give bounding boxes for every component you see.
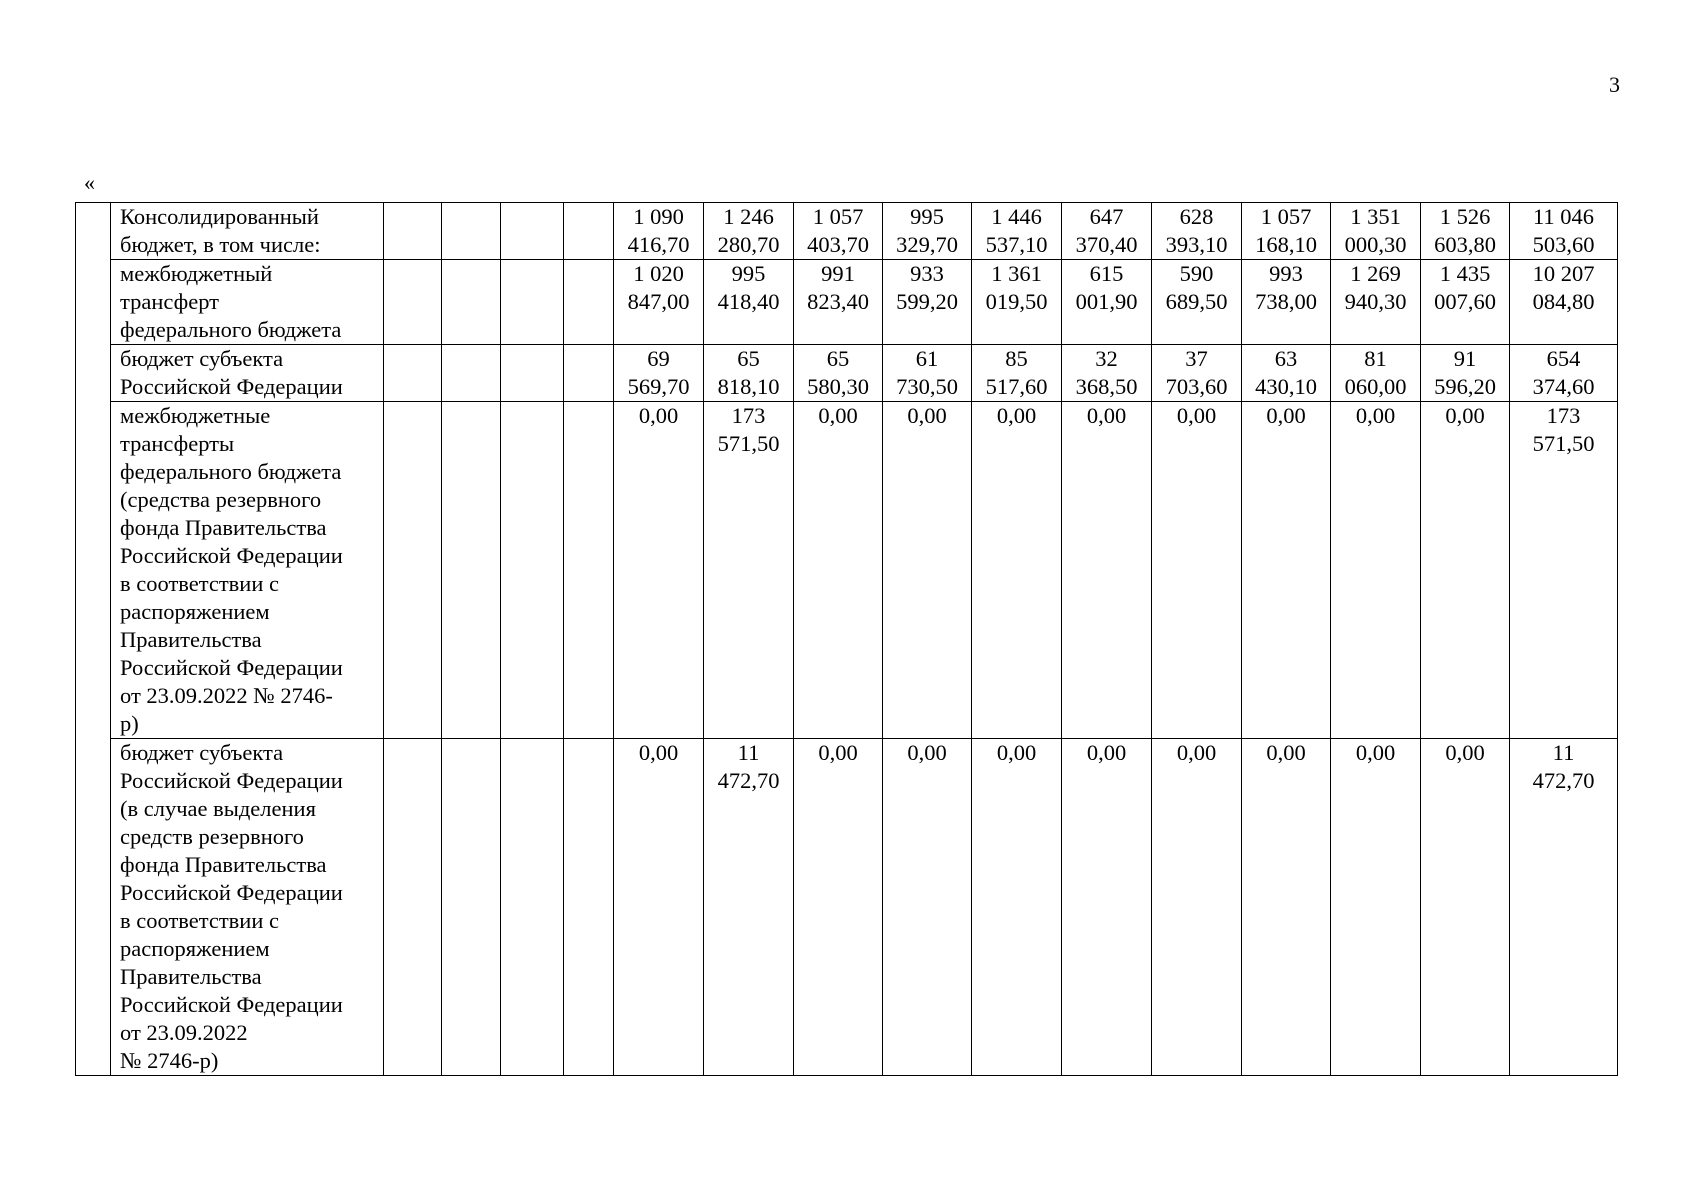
value-line: 1 057 — [812, 204, 864, 229]
year-value-cell — [1331, 739, 1421, 1076]
value-line: 580,30 — [807, 374, 869, 399]
row-label — [111, 739, 384, 1076]
total-value-cell — [1510, 402, 1618, 739]
total-value-cell — [1510, 739, 1618, 1076]
row-label-line: (в случае выделения — [120, 796, 316, 821]
empty-cell — [384, 739, 442, 1076]
empty-cell — [564, 260, 614, 345]
year-value-cell — [704, 203, 794, 260]
empty-cell — [442, 345, 501, 402]
value-line: 37 — [1185, 346, 1208, 371]
value-line: 019,50 — [985, 289, 1048, 314]
year-value-cell — [1421, 203, 1510, 260]
year-value-cell — [614, 345, 704, 402]
year-value-cell — [614, 203, 704, 260]
value-line: 991 — [821, 261, 855, 286]
value-line: 940,30 — [1344, 289, 1407, 314]
empty-cell — [564, 345, 614, 402]
row-label-line: федерального бюджета — [120, 459, 342, 484]
value-line: 647 — [1089, 204, 1124, 229]
value-line: 430,10 — [1255, 374, 1317, 399]
row-label-line: бюджет субъекта — [120, 740, 284, 765]
value-line: 0,00 — [1445, 403, 1485, 428]
value-line: 0,00 — [907, 403, 947, 428]
row-label-line: Российской Федерации — [120, 880, 343, 905]
value-line: 1 269 — [1350, 261, 1401, 286]
value-line: 32 — [1095, 346, 1118, 371]
value-line: 615 — [1089, 261, 1124, 286]
row-label-line: Правительства — [120, 964, 262, 989]
year-value-cell — [1242, 260, 1331, 345]
value-line: 537,10 — [985, 232, 1048, 257]
row-label-line: Российской Федерации — [120, 655, 343, 680]
empty-cell — [564, 402, 614, 739]
row-label-line: трансферт — [120, 289, 219, 314]
value-line: 0,00 — [1266, 403, 1306, 428]
value-line: 370,40 — [1075, 232, 1138, 257]
value-line: 0,00 — [1445, 740, 1485, 765]
budget-table — [75, 202, 1618, 1076]
year-value-cell — [1242, 739, 1331, 1076]
value-line: 0,00 — [1086, 740, 1127, 765]
total-value-cell — [1510, 203, 1618, 260]
row-label — [111, 260, 384, 345]
year-value-cell — [883, 345, 972, 402]
table-row — [76, 345, 1618, 402]
year-value-cell — [1421, 260, 1510, 345]
year-value-cell — [1062, 739, 1152, 1076]
row-label-line: бюджет, в том числе: — [120, 232, 321, 257]
value-line: 933 — [910, 261, 944, 286]
empty-cell — [564, 739, 614, 1076]
year-value-cell — [1062, 260, 1152, 345]
year-value-cell — [1152, 260, 1242, 345]
value-line: 1 246 — [723, 204, 774, 229]
value-line: 0,00 — [1086, 403, 1127, 428]
row-label-line: Консолидированный — [120, 204, 319, 229]
row-label-line: Российской Федерации — [120, 768, 343, 793]
value-line: 599,20 — [896, 289, 958, 314]
year-value-cell — [794, 260, 883, 345]
year-value-cell — [1331, 402, 1421, 739]
value-line: 0,00 — [638, 403, 679, 428]
year-value-cell — [972, 345, 1062, 402]
year-value-cell — [1331, 260, 1421, 345]
year-value-cell — [1152, 402, 1242, 739]
value-line: 571,50 — [1532, 431, 1595, 456]
value-line: 0,00 — [907, 740, 947, 765]
year-value-cell — [1242, 402, 1331, 739]
empty-cell — [384, 345, 442, 402]
row-label-line: средств резервного — [120, 824, 304, 849]
value-line: 0,00 — [818, 740, 858, 765]
page-number: 3 — [1609, 72, 1620, 97]
year-value-cell — [1062, 402, 1152, 739]
value-line: 0,00 — [1176, 403, 1217, 428]
value-line: 11 — [737, 740, 760, 765]
row-label-line: от 23.09.2022 — [120, 1020, 248, 1045]
value-line: 472,70 — [1532, 768, 1595, 793]
row-label-line: бюджет субъекта — [120, 346, 284, 371]
year-value-cell — [704, 739, 794, 1076]
value-line: 1 057 — [1260, 204, 1312, 229]
value-line: 11 — [1552, 740, 1575, 765]
value-line: 403,70 — [807, 232, 869, 257]
value-line: 393,10 — [1165, 232, 1228, 257]
value-line: 823,40 — [807, 289, 869, 314]
year-value-cell — [1062, 345, 1152, 402]
empty-cell — [501, 402, 564, 739]
year-value-cell — [1421, 345, 1510, 402]
year-value-cell — [1242, 203, 1331, 260]
value-line: 571,50 — [717, 431, 780, 456]
row-number-cell — [76, 203, 111, 1076]
value-line: 995 — [731, 261, 766, 286]
empty-cell — [442, 402, 501, 739]
year-value-cell — [614, 402, 704, 739]
value-line: 0,00 — [1266, 740, 1306, 765]
row-label-line: в соответствии с — [120, 571, 279, 596]
value-line: 0,00 — [1176, 740, 1217, 765]
value-line: 818,10 — [717, 374, 780, 399]
row-label — [111, 203, 384, 260]
value-line: 689,50 — [1165, 289, 1228, 314]
value-line: 007,60 — [1434, 289, 1496, 314]
value-line: 81 — [1364, 346, 1387, 371]
table-row — [76, 203, 1618, 260]
value-line: 0,00 — [996, 740, 1037, 765]
value-line: 69 — [647, 346, 670, 371]
value-line: 503,60 — [1532, 232, 1595, 257]
year-value-cell — [1152, 739, 1242, 1076]
value-line: 1 526 — [1439, 204, 1491, 229]
row-label-line: № 2746-р) — [120, 1048, 219, 1073]
table-row — [76, 402, 1618, 739]
value-line: 63 — [1274, 346, 1298, 371]
empty-cell — [442, 739, 501, 1076]
empty-cell — [384, 260, 442, 345]
empty-cell — [501, 739, 564, 1076]
empty-cell — [384, 402, 442, 739]
empty-cell — [384, 203, 442, 260]
value-line: 65 — [737, 346, 760, 371]
row-label-line: в соответствии с — [120, 908, 279, 933]
value-line: 1 446 — [991, 204, 1042, 229]
row-label — [111, 345, 384, 402]
value-line: 0,00 — [1355, 403, 1396, 428]
value-line: 1 020 — [633, 261, 684, 286]
row-label-line: Правительства — [120, 627, 262, 652]
year-value-cell — [1331, 203, 1421, 260]
empty-cell — [501, 260, 564, 345]
value-line: 847,00 — [627, 289, 690, 314]
value-line: 1 090 — [633, 204, 684, 229]
table-row — [76, 260, 1618, 345]
year-value-cell — [972, 260, 1062, 345]
value-line: 329,70 — [896, 232, 958, 257]
value-line: 0,00 — [638, 740, 679, 765]
year-value-cell — [1421, 402, 1510, 739]
year-value-cell — [704, 345, 794, 402]
value-line: 374,60 — [1532, 374, 1595, 399]
year-value-cell — [1242, 345, 1331, 402]
row-label — [111, 402, 384, 739]
value-line: 472,70 — [717, 768, 780, 793]
value-line: 85 — [1005, 346, 1028, 371]
row-label-line: межбюджетные — [120, 403, 271, 428]
value-line: 0,00 — [996, 403, 1037, 428]
empty-cell — [442, 260, 501, 345]
empty-cell — [564, 203, 614, 260]
value-line: 10 207 — [1532, 261, 1595, 286]
empty-cell — [501, 203, 564, 260]
year-value-cell — [883, 739, 972, 1076]
year-value-cell — [704, 402, 794, 739]
year-value-cell — [794, 203, 883, 260]
value-line: 596,20 — [1434, 374, 1496, 399]
year-value-cell — [883, 260, 972, 345]
value-line: 11 046 — [1532, 204, 1595, 229]
empty-cell — [442, 203, 501, 260]
year-value-cell — [794, 345, 883, 402]
value-line: 91 — [1453, 346, 1477, 371]
value-line: 730,50 — [896, 374, 958, 399]
opening-quote-mark: « — [84, 170, 95, 195]
value-line: 168,10 — [1255, 232, 1317, 257]
value-line: 995 — [910, 204, 944, 229]
year-value-cell — [883, 203, 972, 260]
value-line: 368,50 — [1075, 374, 1138, 399]
year-value-cell — [1331, 345, 1421, 402]
year-value-cell — [883, 402, 972, 739]
value-line: 084,80 — [1532, 289, 1595, 314]
total-value-cell — [1510, 260, 1618, 345]
year-value-cell — [614, 260, 704, 345]
year-value-cell — [794, 739, 883, 1076]
row-label-line: р) — [120, 711, 139, 736]
value-line: 517,60 — [985, 374, 1048, 399]
value-line: 65 — [826, 346, 850, 371]
row-label-line: Российской Федерации — [120, 374, 343, 399]
row-label-line: распоряжением — [120, 936, 270, 961]
value-line: 0,00 — [1355, 740, 1396, 765]
value-line: 993 — [1269, 261, 1303, 286]
value-line: 1 361 — [991, 261, 1042, 286]
value-line: 603,80 — [1434, 232, 1496, 257]
year-value-cell — [1421, 739, 1510, 1076]
year-value-cell — [972, 203, 1062, 260]
value-line: 0,00 — [818, 403, 858, 428]
value-line: 703,60 — [1165, 374, 1228, 399]
value-line: 001,90 — [1075, 289, 1138, 314]
year-value-cell — [614, 739, 704, 1076]
row-label-line: фонда Правительства — [120, 852, 327, 877]
year-value-cell — [1062, 203, 1152, 260]
value-line: 61 — [915, 346, 939, 371]
value-line: 173 — [731, 403, 766, 428]
value-line: 738,00 — [1255, 289, 1317, 314]
value-line: 1 435 — [1439, 261, 1491, 286]
year-value-cell — [1152, 345, 1242, 402]
row-label-line: межбюджетный — [120, 261, 273, 286]
value-line: 280,70 — [717, 232, 780, 257]
row-label-line: от 23.09.2022 № 2746- — [120, 683, 333, 708]
value-line: 628 — [1179, 204, 1214, 229]
row-label-line: распоряжением — [120, 599, 270, 624]
empty-cell — [501, 345, 564, 402]
value-line: 1 351 — [1350, 204, 1401, 229]
value-line: 000,30 — [1344, 232, 1407, 257]
total-value-cell — [1510, 345, 1618, 402]
year-value-cell — [972, 402, 1062, 739]
year-value-cell — [704, 260, 794, 345]
table-row — [76, 739, 1618, 1076]
value-line: 590 — [1179, 261, 1214, 286]
value-line: 060,00 — [1344, 374, 1407, 399]
value-line: 418,40 — [717, 289, 780, 314]
row-label-line: Российской Федерации — [120, 543, 343, 568]
row-label-line: фонда Правительства — [120, 515, 327, 540]
budget-table-body — [76, 203, 1618, 1076]
row-label-line: трансферты — [120, 431, 235, 456]
row-label-line: Российской Федерации — [120, 992, 343, 1017]
year-value-cell — [1152, 203, 1242, 260]
year-value-cell — [794, 402, 883, 739]
row-label-line: (средства резервного — [120, 487, 322, 512]
year-value-cell — [972, 739, 1062, 1076]
value-line: 173 — [1546, 403, 1581, 428]
value-line: 416,70 — [627, 232, 690, 257]
value-line: 569,70 — [627, 374, 690, 399]
value-line: 654 — [1546, 346, 1581, 371]
row-label-line: федерального бюджета — [120, 317, 342, 342]
